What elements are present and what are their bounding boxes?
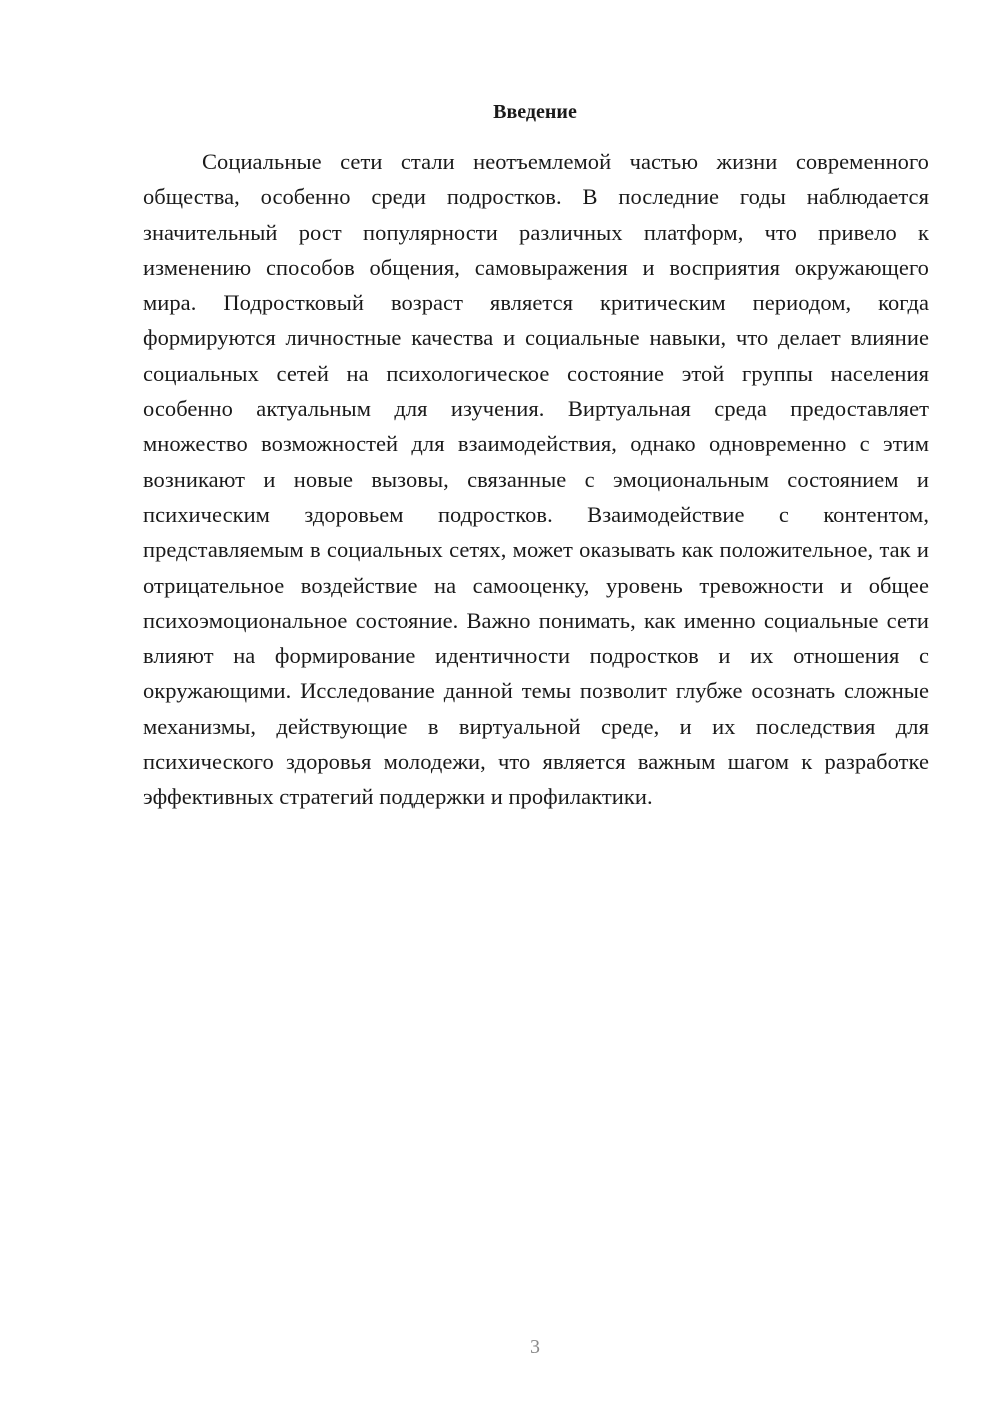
page-number: 3 — [530, 1336, 540, 1358]
section-heading: Введение — [493, 101, 577, 123]
body-paragraph: Социальные сети стали неотъемлемой частью жизни современного общества, особенно среди подростков. В последние годы наблюдается значительный рост популярности различных платформ, что привело к изменению способов общения, самовыражения и восприятия окружающего мира. Подростковый возраст является критическим периодом, когда формируются личностные качества и социальные навыки, что делает влияние социальных сетей на психологическое состояние этой группы населения особенно актуальным для изучения. Виртуальная среда предоставляет множество возможностей для взаимодействия, однако одновременно с этим возникают и новые вызовы, связанные с эмоциональным состоянием и психическим здоровьем подростков. Взаимодействие с контентом, представляемым в социальных сетях, может оказывать как положительное, так и отрицательное воздействие на самооценку, уровень тревожности и общее психоэмоциональное состояние. Важно понимать, как именно социальные сети влияют на формирование идентичности подростков и их отношения с окружающими. Исследование данной темы позволит глубже осознать сложные механизмы, действующие в виртуальной среде, и их последствия для психического здоровья молодежи, что является важным шагом к разработке эффективных стратегий поддержки и профилактики. — [143, 149, 929, 810]
